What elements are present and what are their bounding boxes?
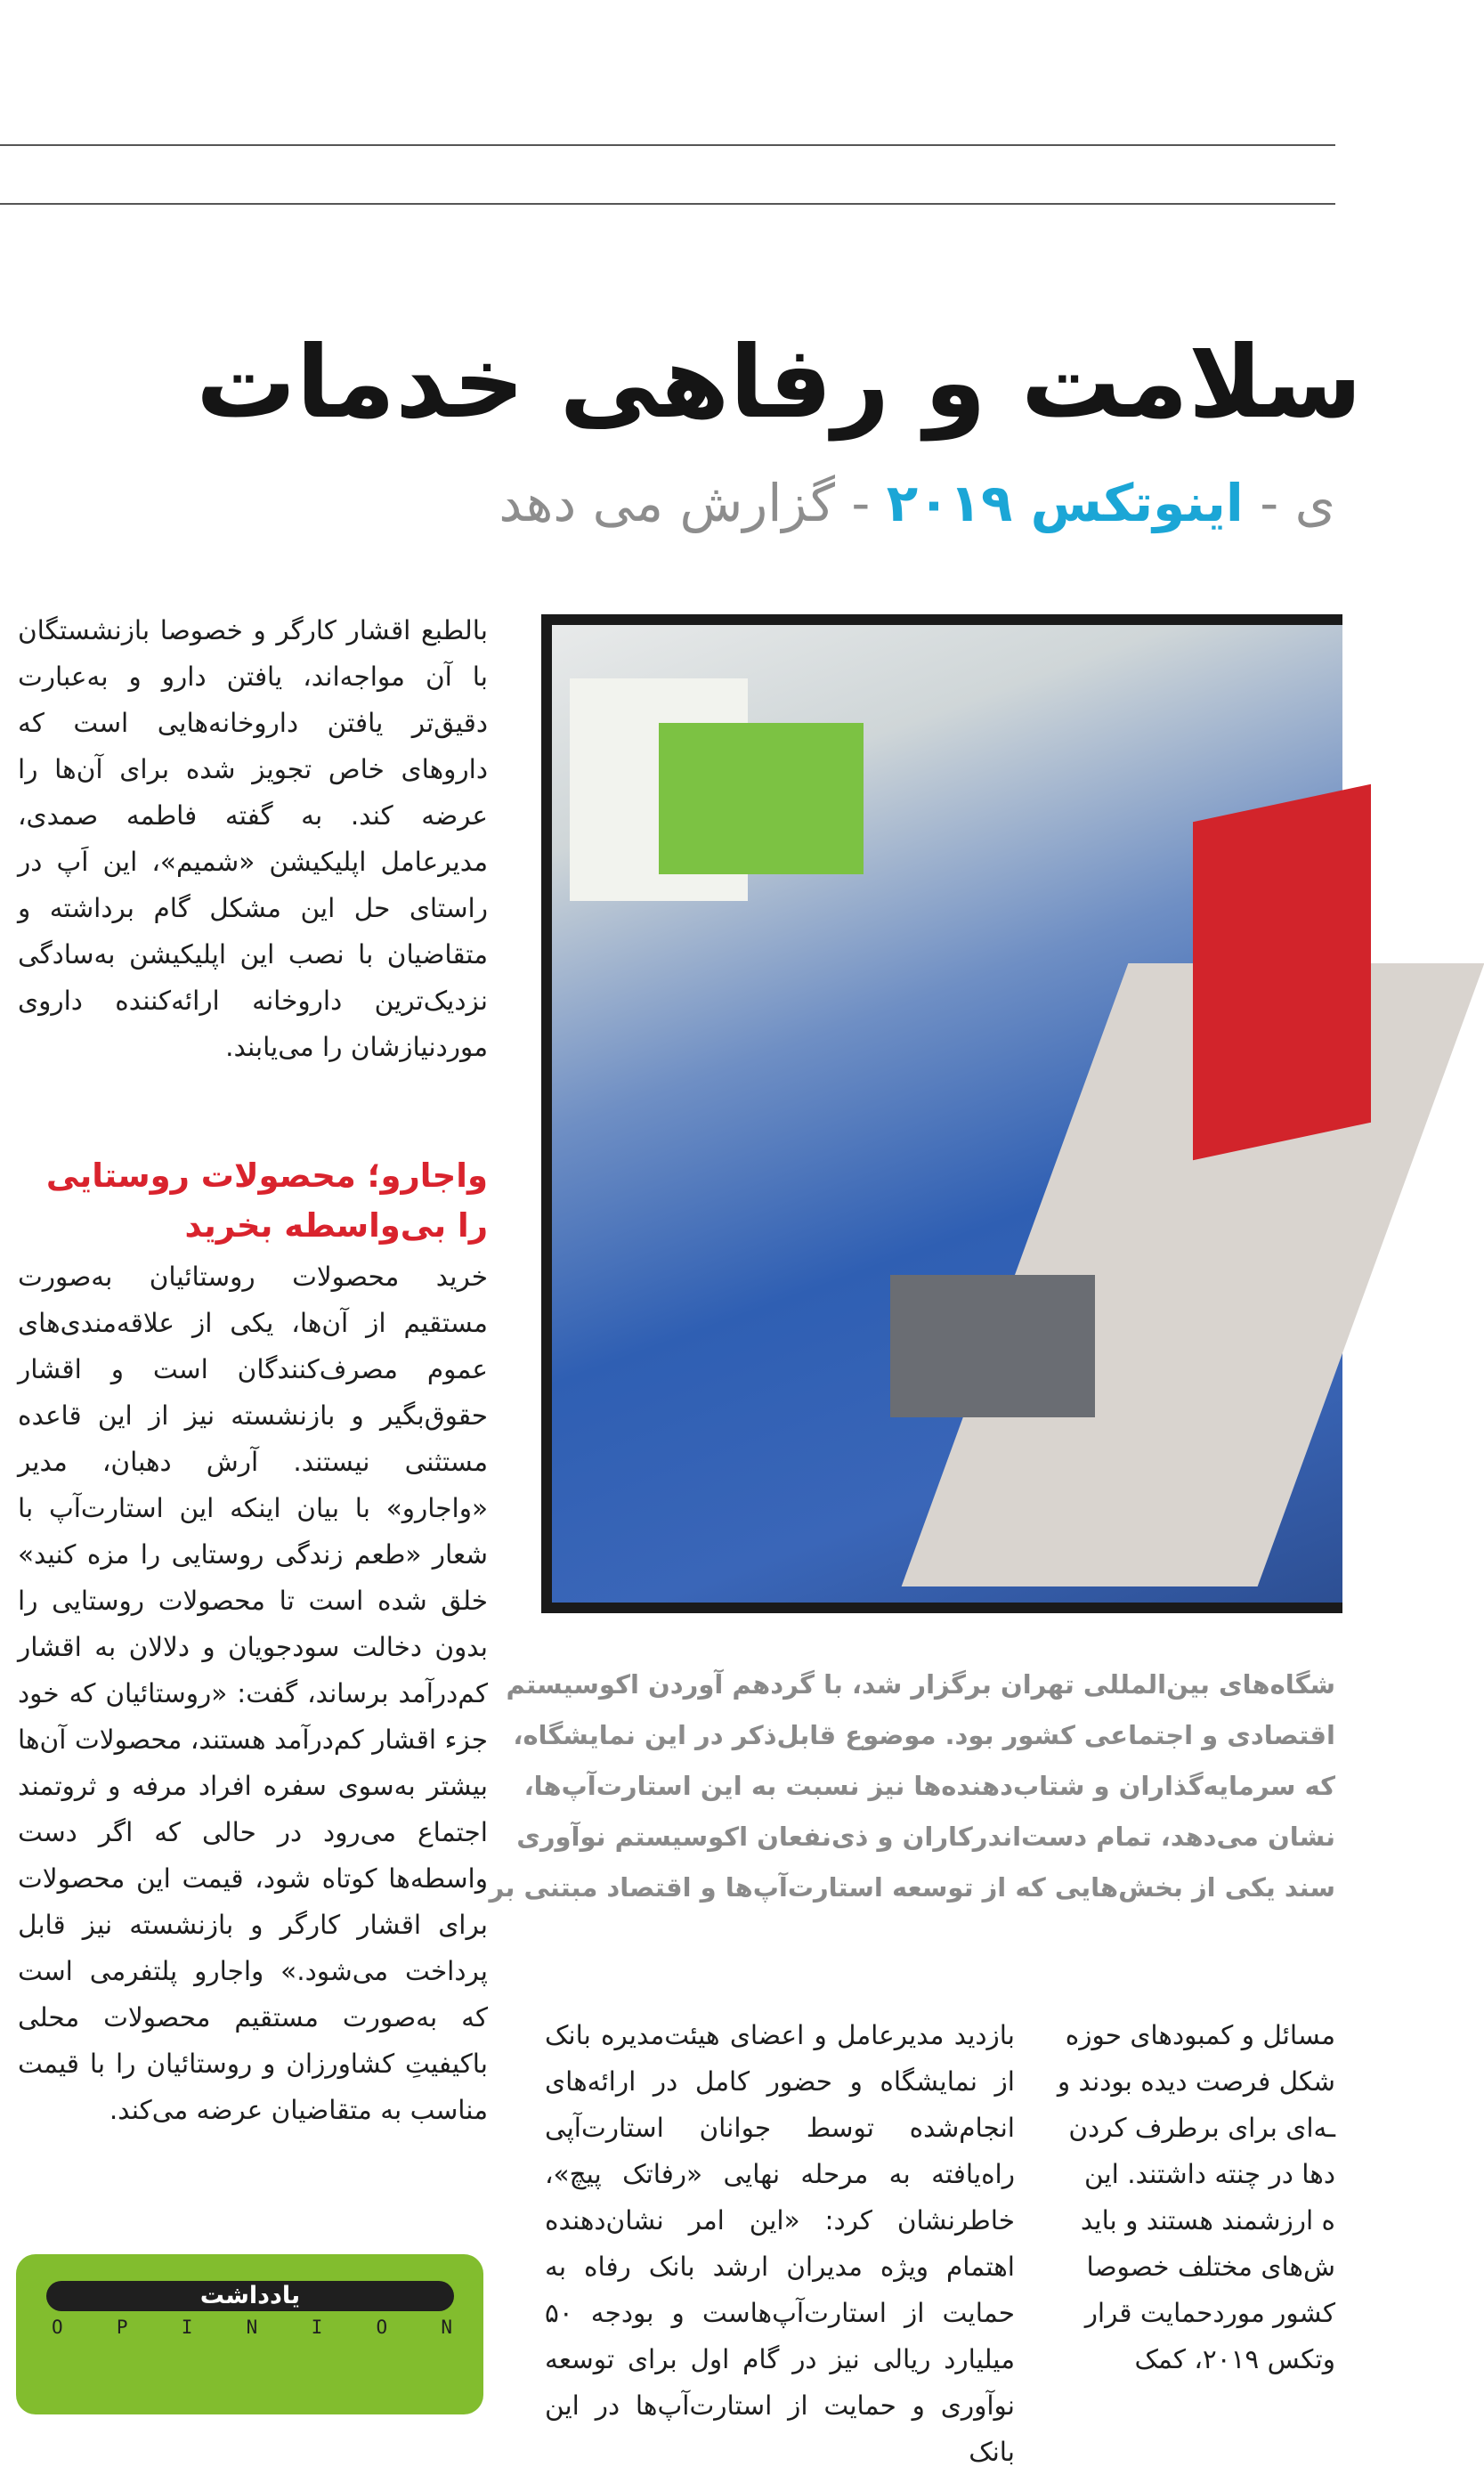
paragraph: بازدید مدیرعامل و اعضای هیئت‌مدیره بانک از نمایشگاه و حضور کامل در ارائه‌های انجام‌شده توسط جوانان استارت‌آپی راه‌یافته به مرحله نهایی «رفاتک پیچ»، خاطرنشان کرد: «این امر نشان‌دهنده اهتمام ویژه مدیران ارشد بانک رفاه به حمایت از استارت‌آپ‌هاست و بودجه ۵۰ میلیارد ریالی نیز در گام اول برای توسعه نوآوری و حمایت از استارت‌آپ‌ها در این بانک (545, 2020, 1015, 2467)
text-line: ش‌های مختلف خصوصا (1086, 2252, 1335, 2282)
subhead-event: اینوتکس ۲۰۱۹ (886, 473, 1244, 533)
opinion-letter: N (441, 2317, 452, 2338)
paragraph: خرید محصولات روستائیان به‌صورت مستقیم از آن‌ها، یکی از علاقه‌مندی‌های عموم مصرف‌کنندگان است و اقشار حقوق‌بگیر و بازنشسته نیز از این قاعده مستثنی نیستند. آرش دهبان، مدیر «واجارو» با بیان اینکه این استارت‌آپ با شعار «طعم زندگی روستایی را مزه کنید» خلق شده است تا محصولات روستایی را بدون دخالت سودجویان و دلالان به اقشار کم‌درآمد برساند، گفت: «روستائیان که خود جزء اقشار کم‌درآمد هستند، محصولات آن‌ها بیشتر به‌سوی سفره افراد مرفه و ثروتمند اجتماع می‌رود در حالی که اگر دست واسطه‌ها کوتاه شود، قیمت این محصولات برای اقشار کارگر و بازنشسته نیز قابل پرداخت می‌شود.» واجارو پلتفرمی است که به‌صورت مستقیم محصولات محلی باکیفیتِ کشاورزان و روستائیان را با قیمت مناسب به متقاضیان عرضه می‌کند. (18, 1262, 488, 2125)
photo-booth-green (659, 723, 864, 874)
photo-booth-red (1193, 784, 1371, 1161)
caption-line: سند یکی از بخش‌هایی که از توسعه استارت‌آپ‌ها و اقتصاد مبتنی بر (489, 1872, 1335, 1903)
opinion-letter: I (311, 2317, 323, 2338)
subhead-prefix: ی - (1260, 473, 1335, 533)
photo-scene (552, 625, 1342, 1603)
opinion-title: یادداشت (46, 2281, 454, 2311)
text-line: ـه‌ای برای برطرف کردن (1068, 2113, 1335, 2143)
text-line: مسائل و کمبودهای حوزه (1065, 2020, 1335, 2050)
opinion-letter: N (246, 2317, 258, 2338)
photo-desk (890, 1275, 1095, 1417)
second-rule (0, 203, 1335, 205)
text-line: وتکس ۲۰۱۹، کمک (1134, 2344, 1335, 2374)
article-column-left-lower (18, 1254, 488, 2133)
text-line: کشور موردحمایت قرار (1084, 2298, 1335, 2328)
photo-caption (489, 1659, 1335, 1918)
opinion-subtitle (52, 2317, 452, 2345)
page-headline: سلامت و رفاهی خدمات (196, 325, 1362, 441)
article-column-left (18, 607, 488, 1070)
caption-line: نشان می‌دهد، تمام دست‌اندرکاران و ذی‌نفعان اکوسیستم نوآوری (516, 1822, 1335, 1852)
top-rule (0, 144, 1335, 146)
text-line: دها در چنته داشتند. این (1083, 2159, 1335, 2189)
paragraph: بالطبع اقشار کارگر و خصوصا بازنشستگان با آن مواجه‌اند، یافتن دارو و به‌عبارت دقیق‌تر یافتن داروخانه‌هایی است که داروهای خاص تجویز شده برای آن‌ها را عرضه کند. به گفته فاطمه صمدی، مدیرعامل اپلیکیشن «شمیم»، این اَپ در راستای حل این مشکل گام برداشته و متقاضیان با نصب این اپلیکیشن به‌سادگی نزدیک‌ترین داروخانه ارائه‌کننده داروی موردنیازشان را می‌یابند. (18, 615, 488, 1062)
subheadline (481, 463, 1335, 543)
caption-line: اقتصادی و اجتماعی کشور بود. موضوع قابل‌ذکر در این نمایشگاه، (513, 1720, 1335, 1750)
section-title-vajaro: واجارو؛ محصولات روستایی را بی‌واسطه بخرید (45, 1156, 488, 1245)
opinion-letter: O (376, 2317, 388, 2338)
opinion-letter: P (116, 2317, 128, 2338)
article-column-middle (545, 2012, 1015, 2475)
article-column-right (1057, 2012, 1335, 2382)
text-line: شکل فرصت دیده بودند و (1057, 2066, 1335, 2097)
caption-line: که سرمایه‌گذاران و شتاب‌دهنده‌ها نیز نسبت به این استارت‌آپ‌ها، (523, 1771, 1335, 1801)
exhibition-photo (541, 614, 1342, 1613)
opinion-box (16, 2254, 483, 2414)
caption-line: شگاه‌های بین‌المللی تهران برگزار شد، با گردهم آوردن اکوسیستم (506, 1669, 1335, 1700)
subhead-suffix: - گزارش می دهد (499, 473, 871, 533)
opinion-letter: O (52, 2317, 63, 2338)
opinion-letter: I (181, 2317, 193, 2338)
text-line: ه ارزشمند هستند و باید (1080, 2205, 1335, 2236)
